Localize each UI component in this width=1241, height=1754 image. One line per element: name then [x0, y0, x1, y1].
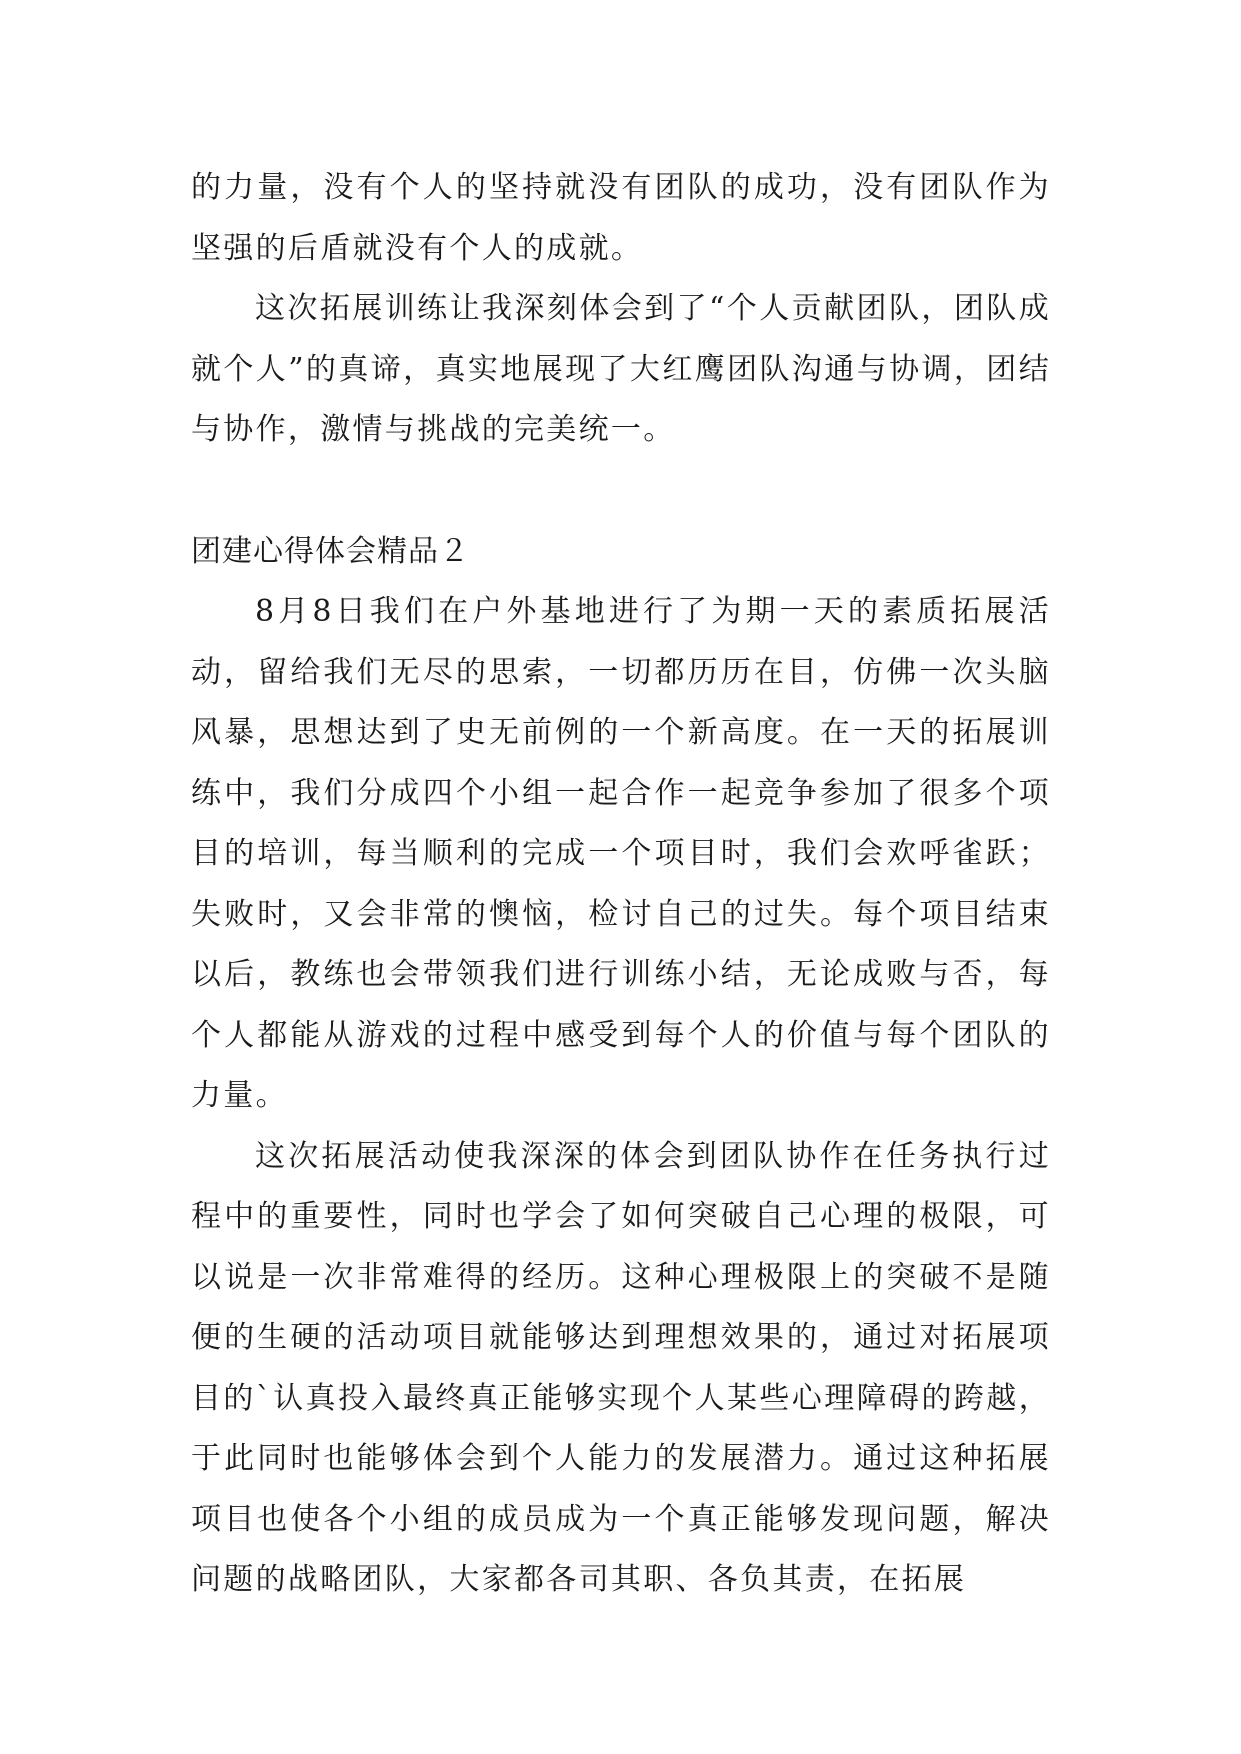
- paragraph-outdoor-activity: 8月8日我们在户外基地进行了为期一天的素质拓展活动，留给我们无尽的思索，一切都历历在目，仿佛一次头脑风暴，思想达到了史无前例的一个新高度。在一天的拓展训练中，我们分成四个小组一起合作一起竞争参加了很多个项目的培训，每当顺利的完成一个项目时，我们会欢呼雀跃；失败时，又会非常的懊恼，检讨自己的过失。每个项目结束以后，教练也会带领我们进行训练小结，无论成败与否，每个人都能从游戏的过程中感受到每个人的价值与每个团队的力量。: [191, 594, 1051, 1113]
- section-heading: 团建心得体会精品２: [191, 533, 470, 569]
- document-body: [191, 158, 1051, 1611]
- paragraph-continued: 的力量，没有个人的坚持就没有团队的成功，没有团队作为坚强的后盾就没有个人的成就。: [191, 170, 1051, 266]
- paragraph-teamwork-importance: 这次拓展活动使我深深的体会到团队协作在任务执行过程中的重要性，同时也学会了如何突破自己心理的极限，可以说是一次非常难得的经历。这种心理极限上的突破不是随便的生硬的活动项目就能够达到理想效果的，通过对拓展项目的`认真投入最终真正能够实现个人某些心理障碍的跨越，于此同时也能够体会到个人能力的发展潜力。通过这种拓展项目也使各个小组的成员成为一个真正能够发现问题，解决问题的战略团队，大家都各司其职、各负其责，在拓展: [191, 1138, 1051, 1597]
- paragraph-expansion-training: 这次拓展训练让我深刻体会到了“个人贡献团队，团队成就个人”的真谛，真实地展现了大红鹰团队沟通与协调，团结与协作，激情与挑战的完美统一。: [191, 291, 1051, 447]
